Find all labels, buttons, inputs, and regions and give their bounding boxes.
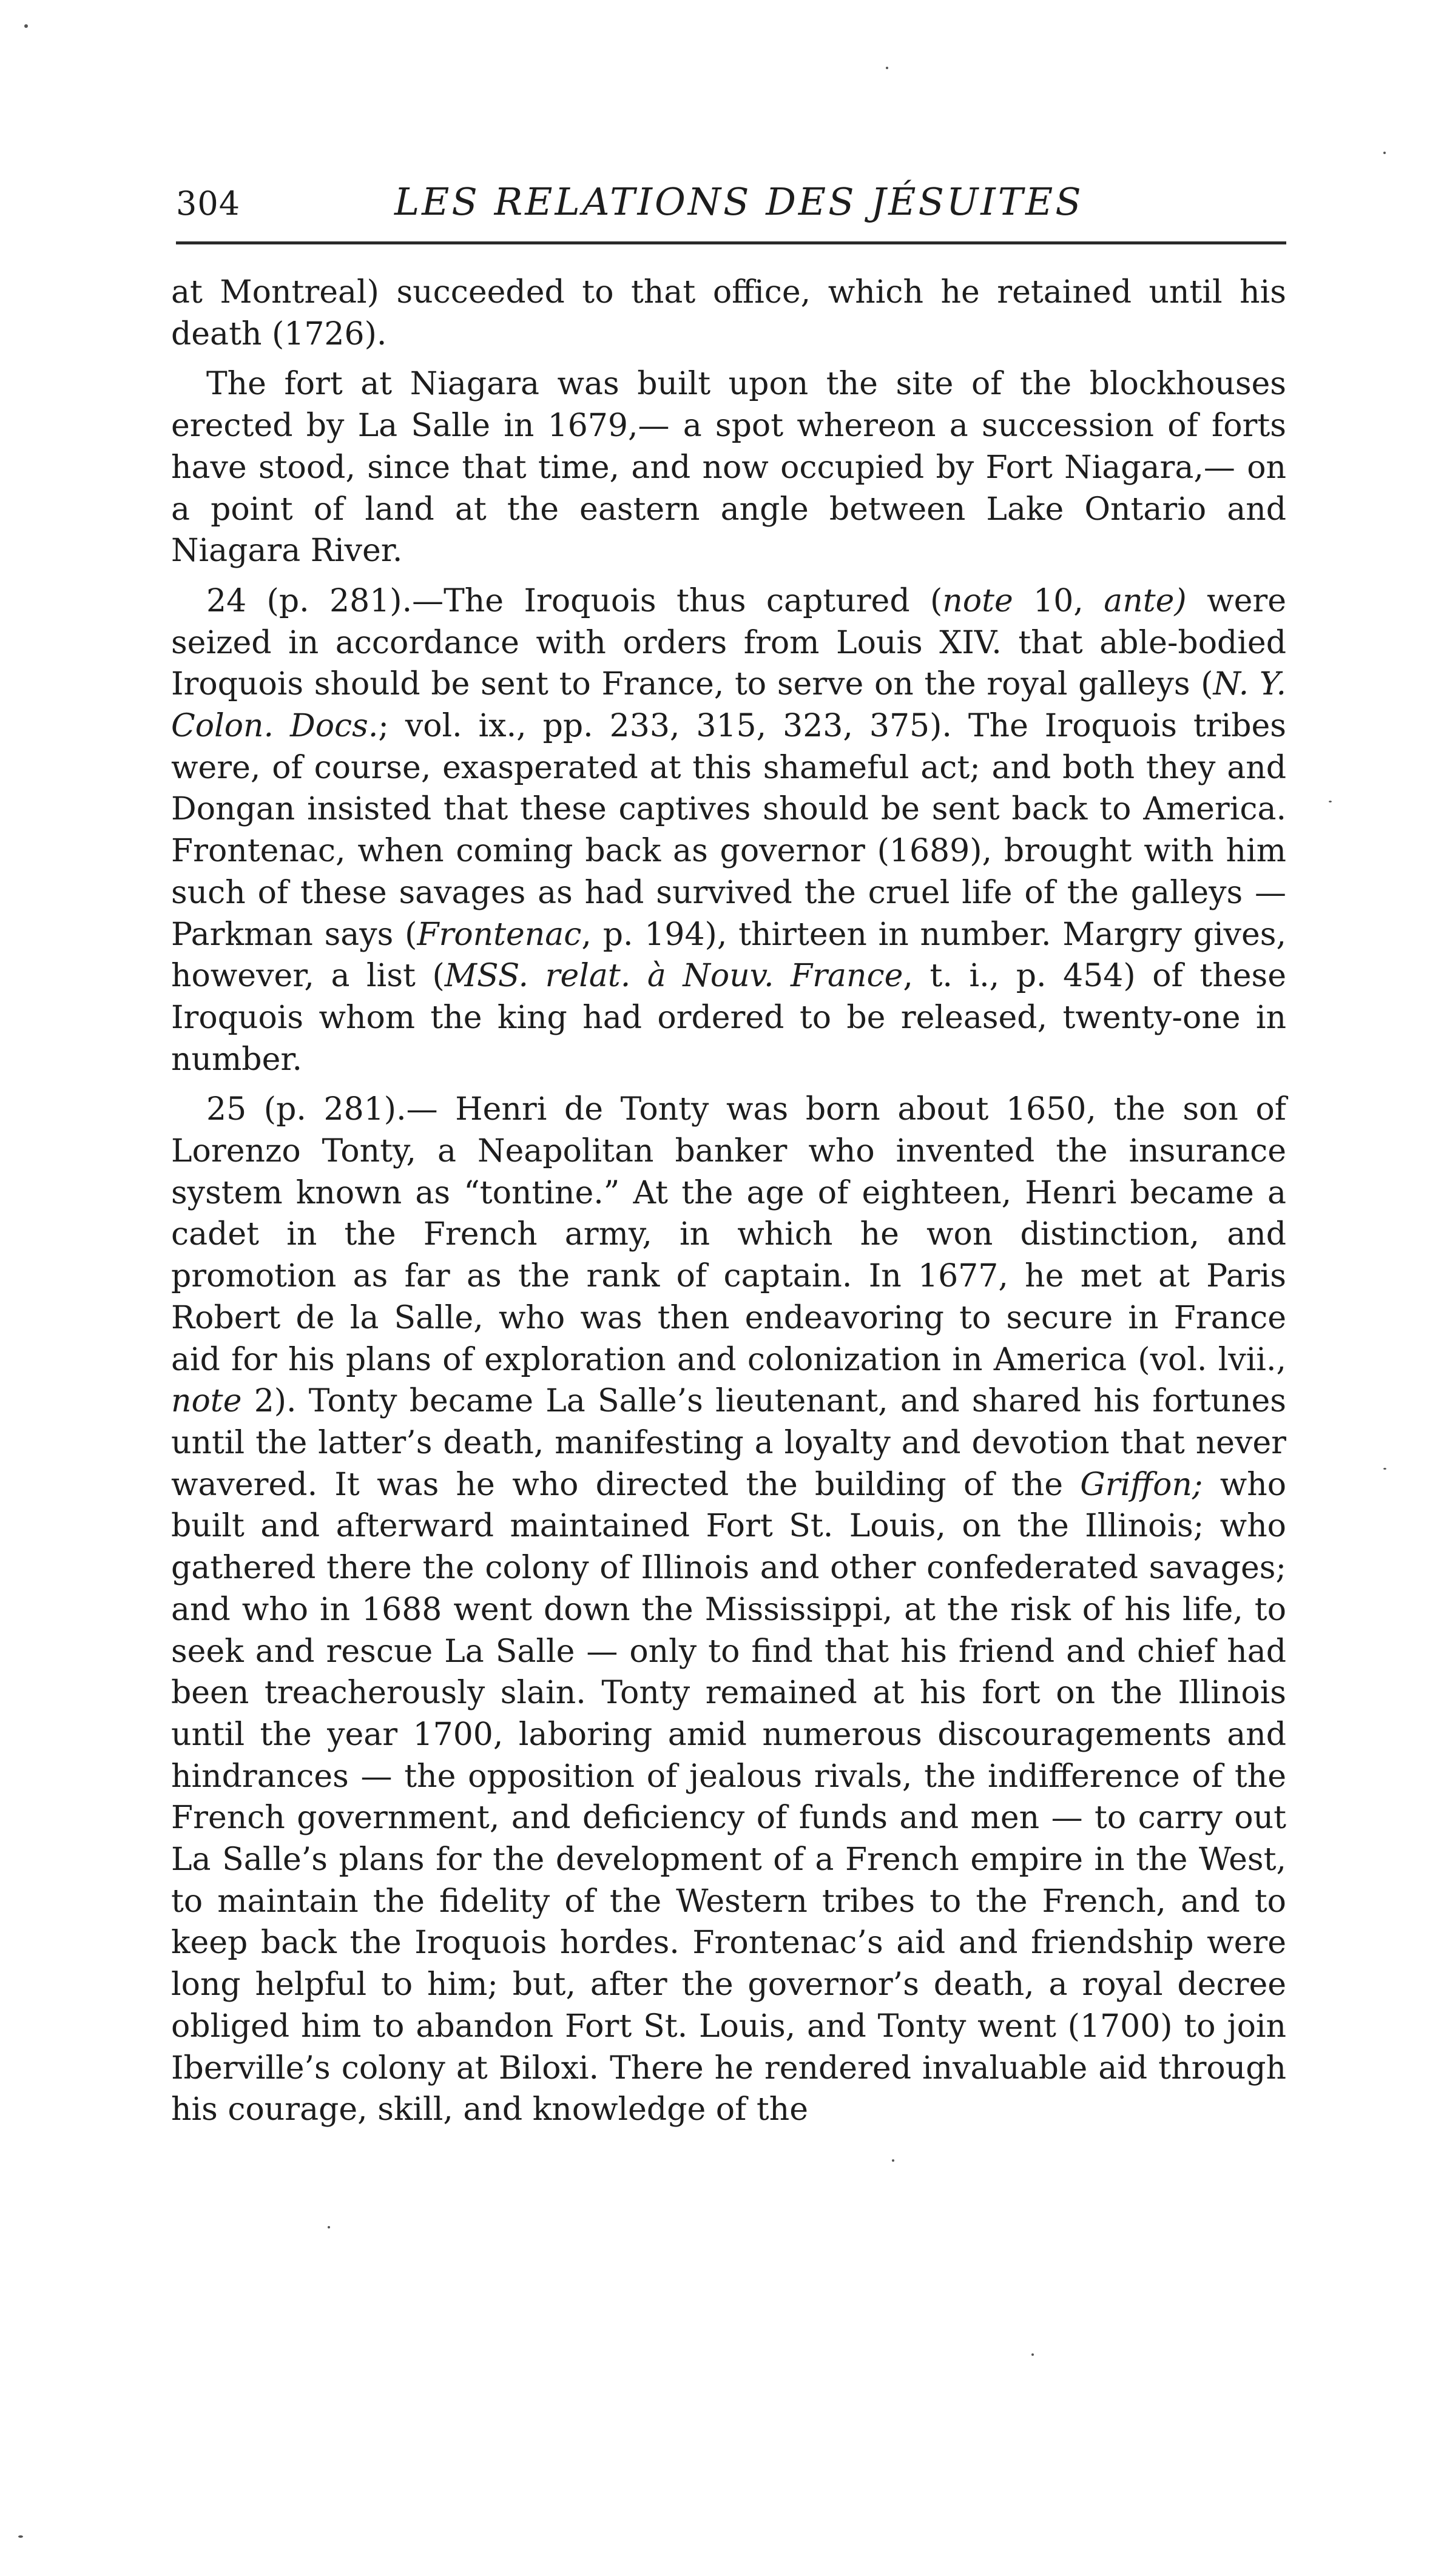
citation-frontenac: Frontenac bbox=[417, 916, 582, 953]
paragraph-fort-niagara: The fort at Niagara was built upon the site of the blockhouses erected by La Salle in 1679,— a spot whereon a succession of forts have stood, since that time, and now occupied by Fort Niagara,— on a point of land at the eastern angle between Lake Ontario and Niagara River. bbox=[171, 366, 1286, 570]
endnote-25-text: who built and afterward maintained Fort St. Louis, on the Illinois; who gathered there the colony of Illinois and other confederated savages; and who in 1688 went down the Mississippi, at the risk of his life, to seek and rescue La Salle — only to find that his friend and chief had been treacherously slain. Tonty remained at his fort on the Illinois until the year 1700, laboring amid numerous discouragements and hindrances — the opposition of jealous rivals, the indifference of the French government, and deficiency of funds and men — to carry out La Salle’s plans for the development of a French empire in the West, to maintain the fidelity of the Western tribes to the French, and to keep back the Iroquois hordes. Frontenac’s aid and friendship were long helpful to him; but, after the governor’s death, a royal decree obliged him to abandon Fort St. Louis, and Tonty went (1700) to join Iberville’s colony at Biloxi. There he rendered invaluable aid through his courage, skill, and knowledge of the bbox=[171, 1466, 1286, 2128]
scan-speck bbox=[18, 2535, 23, 2538]
running-head bbox=[176, 176, 1286, 230]
scan-speck bbox=[24, 24, 28, 28]
endnote-24-text: 10, bbox=[1013, 582, 1104, 619]
scan-speck bbox=[328, 2226, 330, 2228]
endnote-25 bbox=[171, 1089, 1286, 2131]
endnote-24-text: , t. i., p. 454) of these Iroquois whom the king had ordered to be released, twenty-one in number. bbox=[171, 958, 1286, 1078]
ship-name-griffon: Griffon; bbox=[1080, 1466, 1203, 1503]
endnote-24-ante-ref: ante) bbox=[1104, 582, 1187, 619]
running-title: LES RELATIONS DES JÉSUITES bbox=[394, 180, 1084, 224]
endnote-24-text: were seized in accordance with orders from Louis XIV. that able-bodied Iroquois should be sent to France, to serve on the royal galleys ( bbox=[171, 582, 1286, 703]
paragraph-continuation: at Montreal) succeeded to that office, which he retained until his death (1726). bbox=[171, 274, 1286, 352]
scan-speck bbox=[1383, 1468, 1386, 1470]
citation-ny-colon-docs: N. Y. Colon. Docs. bbox=[171, 666, 1286, 745]
body-text bbox=[171, 272, 1286, 2139]
scan-speck bbox=[886, 67, 888, 69]
endnote-25-note-ref: note bbox=[171, 1383, 242, 1420]
scan-speck bbox=[892, 2159, 894, 2162]
endnote-24-text: ; vol. ix., pp. 233, 315, 323, 375). The Iroquois tribes were, of course, exasperated at this shameful act; and both they and Dongan insisted that these captives should be sent back to America. Frontenac, when coming back as governor (1689), brought with him such of these savages as had survived the cruel life of the galleys — Parkman says ( bbox=[171, 708, 1286, 953]
endnote-24-text: , p. 194), thirteen in number. Margry gives, however, a list ( bbox=[171, 916, 1287, 995]
endnote-24 bbox=[171, 580, 1286, 1080]
citation-mss-relat: MSS. relat. à Nouv. France bbox=[444, 958, 903, 995]
endnote-24-note-ref: note bbox=[942, 582, 1013, 619]
page-number: 304 bbox=[176, 184, 241, 223]
scan-speck bbox=[1031, 2353, 1034, 2356]
scan-speck bbox=[1383, 152, 1386, 154]
endnote-24-text: 24 (p. 281).—The Iroquois thus captured ( bbox=[206, 582, 943, 619]
header-rule bbox=[176, 241, 1286, 244]
scan-speck bbox=[1329, 801, 1332, 802]
endnote-25-text: 25 (p. 281).— Henri de Tonty was born about 1650, the son of Lorenzo Tonty, a Neapolitan banker who invented the insurance system known as “tontine.” At the age of eighteen, Henri became a cadet in the French army, in which he won distinction, and promotion as far as the rank of captain. In 1677, he met at Paris Robert de la Salle, who was then endeavoring to secure in France aid for his plans of exploration and colonization in America (vol. lvii., bbox=[171, 1091, 1286, 1378]
endnote-25-text: 2). Tonty became La Salle’s lieutenant, and shared his fortunes until the latter’s death, manifesting a loyalty and devotion that never wavered. It was he who directed the building of the bbox=[171, 1383, 1286, 1503]
